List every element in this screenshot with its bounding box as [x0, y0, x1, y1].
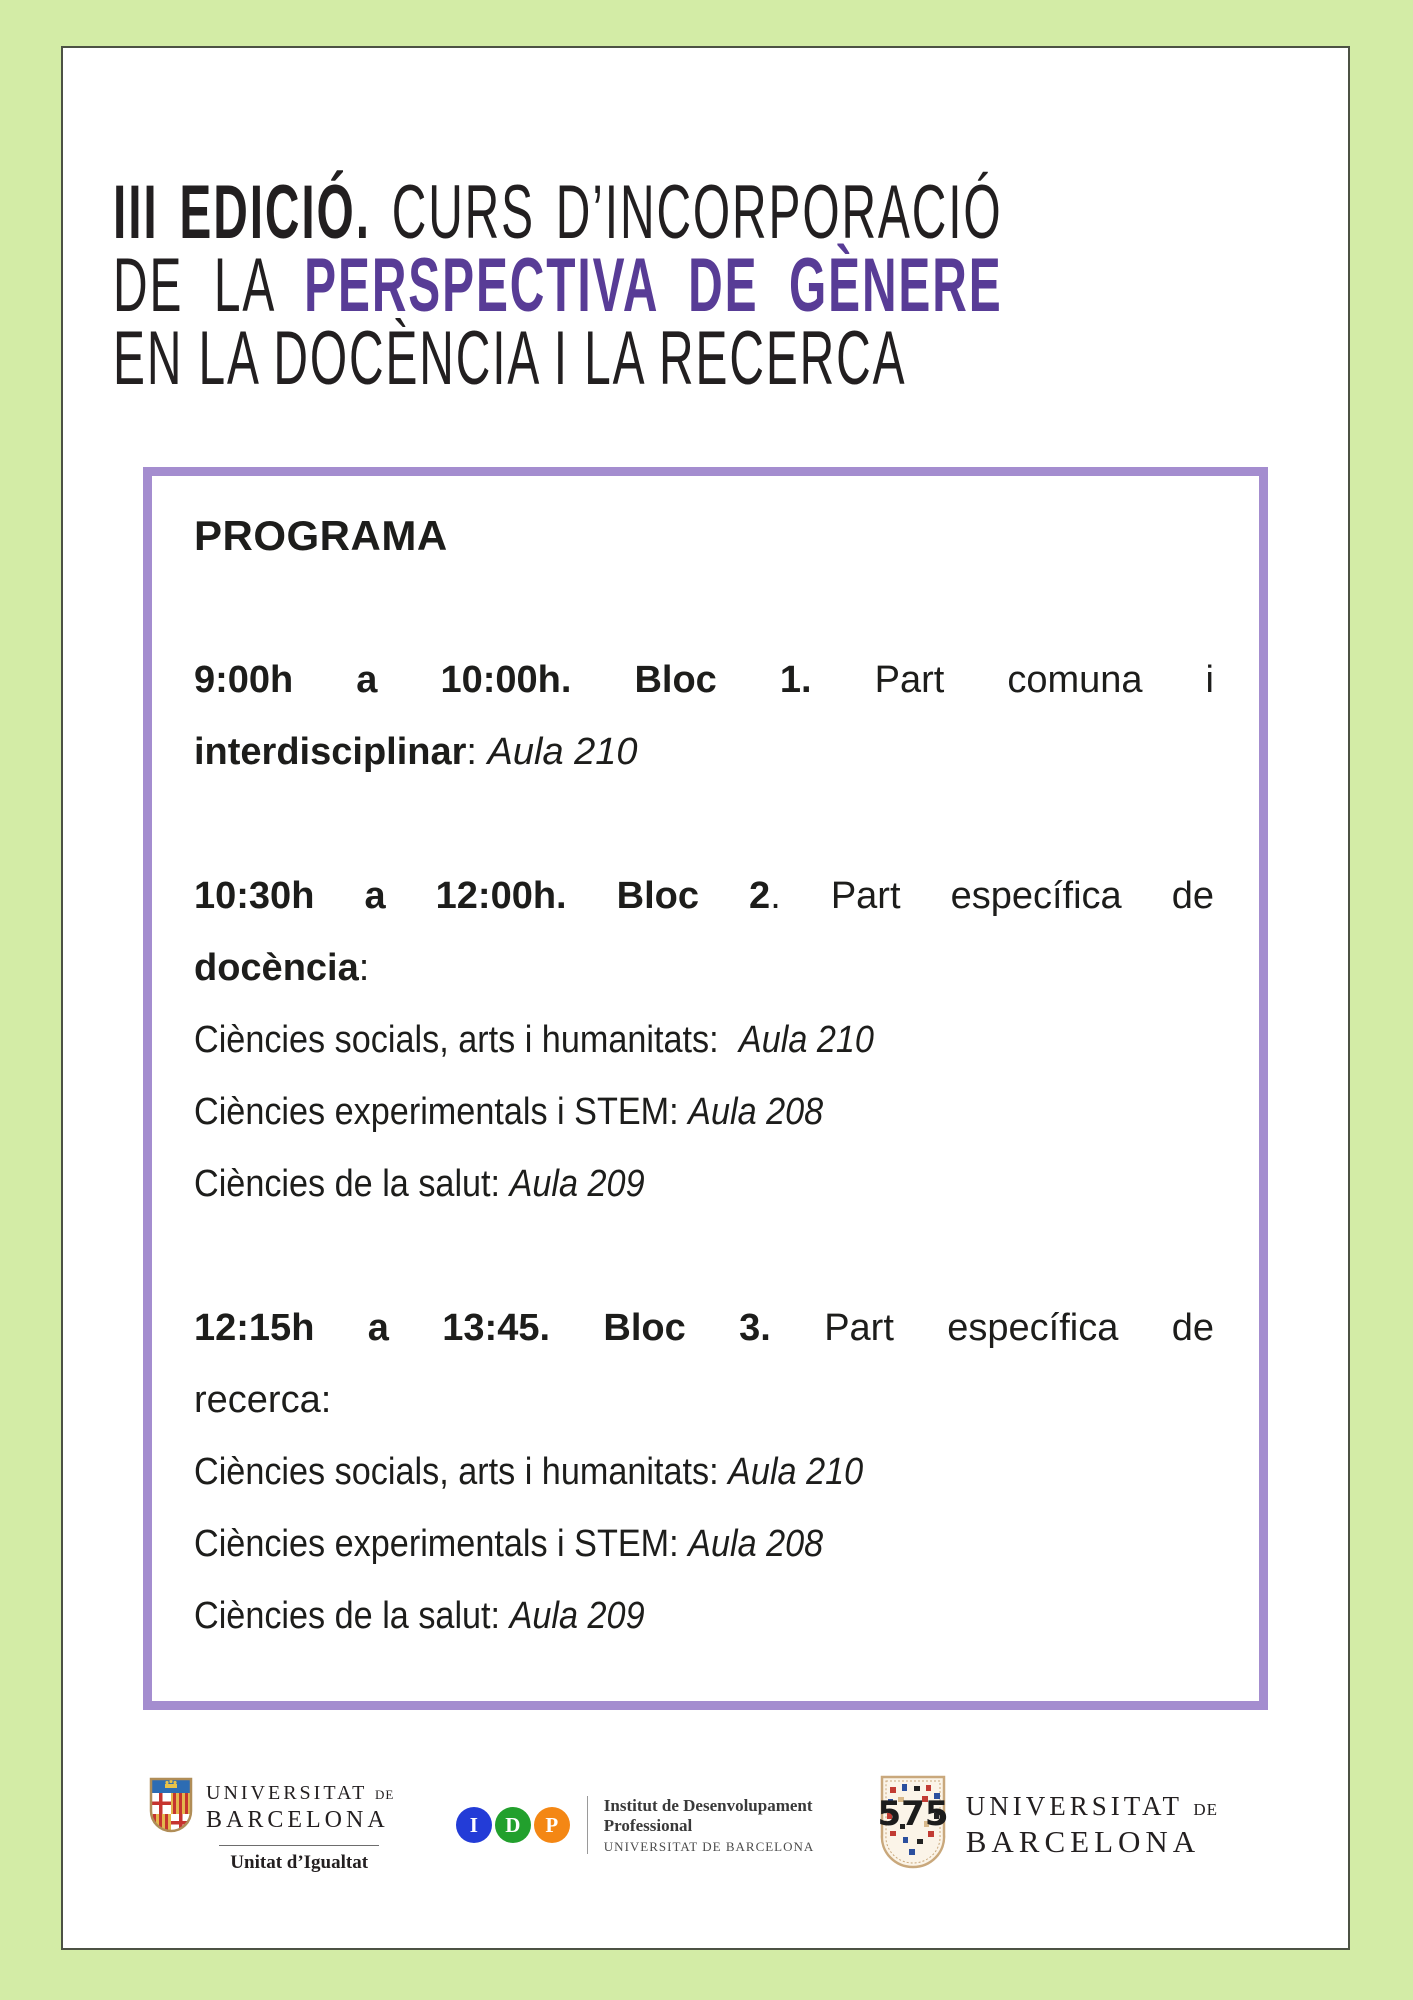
- logo-ub-575: [876, 1769, 1218, 1882]
- block3-item-socials: [194, 1436, 1214, 1508]
- title-line-1: [113, 170, 1003, 255]
- ub-row: [148, 1776, 394, 1839]
- title-line-3: EN LA DOCÈNCIA I LA RECERCA: [113, 316, 907, 401]
- ub-divider-rule: [219, 1845, 379, 1846]
- item-label: Ciències de la salut:: [194, 1163, 501, 1205]
- block1-bold-word: interdisciplinar: [194, 731, 467, 773]
- idp-text: [604, 1796, 815, 1855]
- block1-line2: [194, 716, 1214, 788]
- spacer: [194, 788, 1214, 860]
- ub-universitat-word: UNIVERSITAT: [206, 1781, 368, 1804]
- ub-crest-icon: [148, 1776, 194, 1839]
- item-room: Aula 209: [509, 1595, 645, 1637]
- title-course: CURS D’INCORPORACIÓ: [391, 170, 1003, 255]
- block1-room: Aula 210: [487, 731, 638, 773]
- block3-time: 12:15h a 13:45. Bloc 3.: [194, 1307, 771, 1349]
- block3-line2: recerca:: [194, 1379, 332, 1421]
- program-heading: PROGRAMA: [194, 512, 448, 559]
- ub-unitat-igualtat: Unitat d’Igualtat: [230, 1852, 369, 1873]
- block3-item-salut: [194, 1580, 1214, 1652]
- idp-name-line1: Institut de Desenvolupament: [603, 1795, 813, 1815]
- block3-after-time: Part específica de: [824, 1307, 1214, 1349]
- block1-after-time: Part comuna i: [874, 659, 1214, 701]
- poster-title: [113, 170, 1003, 401]
- block1-line1: [194, 644, 1214, 716]
- footer-logos: [148, 1760, 1218, 1890]
- item-label: Ciències socials, arts i humanitats:: [194, 1019, 719, 1061]
- spacer: [194, 572, 1214, 644]
- ub-575-crest-icon: [876, 1769, 950, 1882]
- ub-575-universitat-word: UNIVERSITAT: [965, 1790, 1183, 1821]
- item-room: Aula 210: [738, 1019, 874, 1061]
- block2-after-time: . Part específica de: [770, 875, 1214, 917]
- block2-line1: [194, 860, 1214, 932]
- logo-ub-igualtat: [148, 1776, 394, 1874]
- item-room: Aula 208: [688, 1523, 824, 1565]
- block1-sep: :: [466, 731, 488, 773]
- svg-text:575: 575: [877, 1793, 949, 1834]
- block3-item-experimentals: [194, 1508, 1214, 1580]
- block2-bold-word: docència: [194, 947, 359, 989]
- idp-letter-d: D: [495, 1807, 531, 1843]
- item-room: Aula 208: [688, 1091, 824, 1133]
- idp-circles-icon: [456, 1807, 573, 1843]
- block2-item-experimentals: [194, 1076, 1214, 1148]
- idp-university: UNIVERSITAT DE BARCELONA: [603, 1838, 815, 1854]
- item-label: Ciències experimentals i STEM:: [194, 1091, 679, 1133]
- block2-item-salut: [194, 1148, 1214, 1220]
- title-line-2: [113, 243, 1003, 328]
- item-label: Ciències de la salut:: [194, 1595, 501, 1637]
- title-de-la: DE LA: [113, 243, 274, 328]
- spacer: [194, 1220, 1214, 1292]
- poster-page: [61, 46, 1350, 1950]
- ub-barcelona: BARCELONA: [206, 1806, 389, 1833]
- idp-letter-i: I: [456, 1807, 492, 1843]
- program-box: [143, 467, 1268, 1710]
- ub-575-barcelona: BARCELONA: [965, 1823, 1201, 1859]
- block2-item-socials: [194, 1004, 1214, 1076]
- ub-575-text: [966, 1791, 1218, 1860]
- block3-line1: [194, 1292, 1214, 1364]
- ub-575-de-word: DE: [1193, 1799, 1218, 1819]
- ub-text: [206, 1782, 394, 1834]
- ub-575-universitat: [966, 1791, 1218, 1822]
- item-room: Aula 210: [728, 1451, 864, 1493]
- block2-line2: [194, 932, 1214, 1004]
- item-room: Aula 209: [509, 1163, 645, 1205]
- block2-time: 10:30h a 12:00h. Bloc 2: [194, 875, 771, 917]
- title-highlight: PERSPECTIVA DE GÈNERE: [304, 243, 1003, 328]
- title-edition: III EDICIÓ.: [113, 170, 371, 255]
- idp-letter-p: P: [534, 1807, 570, 1843]
- block2-sep: :: [358, 947, 370, 989]
- item-label: Ciències experimentals i STEM:: [194, 1523, 679, 1565]
- idp-divider: [587, 1796, 588, 1854]
- logo-idp: [456, 1796, 815, 1855]
- block1-time: 9:00h a 10:00h. Bloc 1.: [194, 659, 812, 701]
- idp-name-line2: Professional: [603, 1815, 693, 1835]
- ub-de-word: DE: [375, 1786, 395, 1802]
- ub-universitat: [206, 1782, 394, 1805]
- item-label: Ciències socials, arts i humanitats:: [194, 1451, 719, 1493]
